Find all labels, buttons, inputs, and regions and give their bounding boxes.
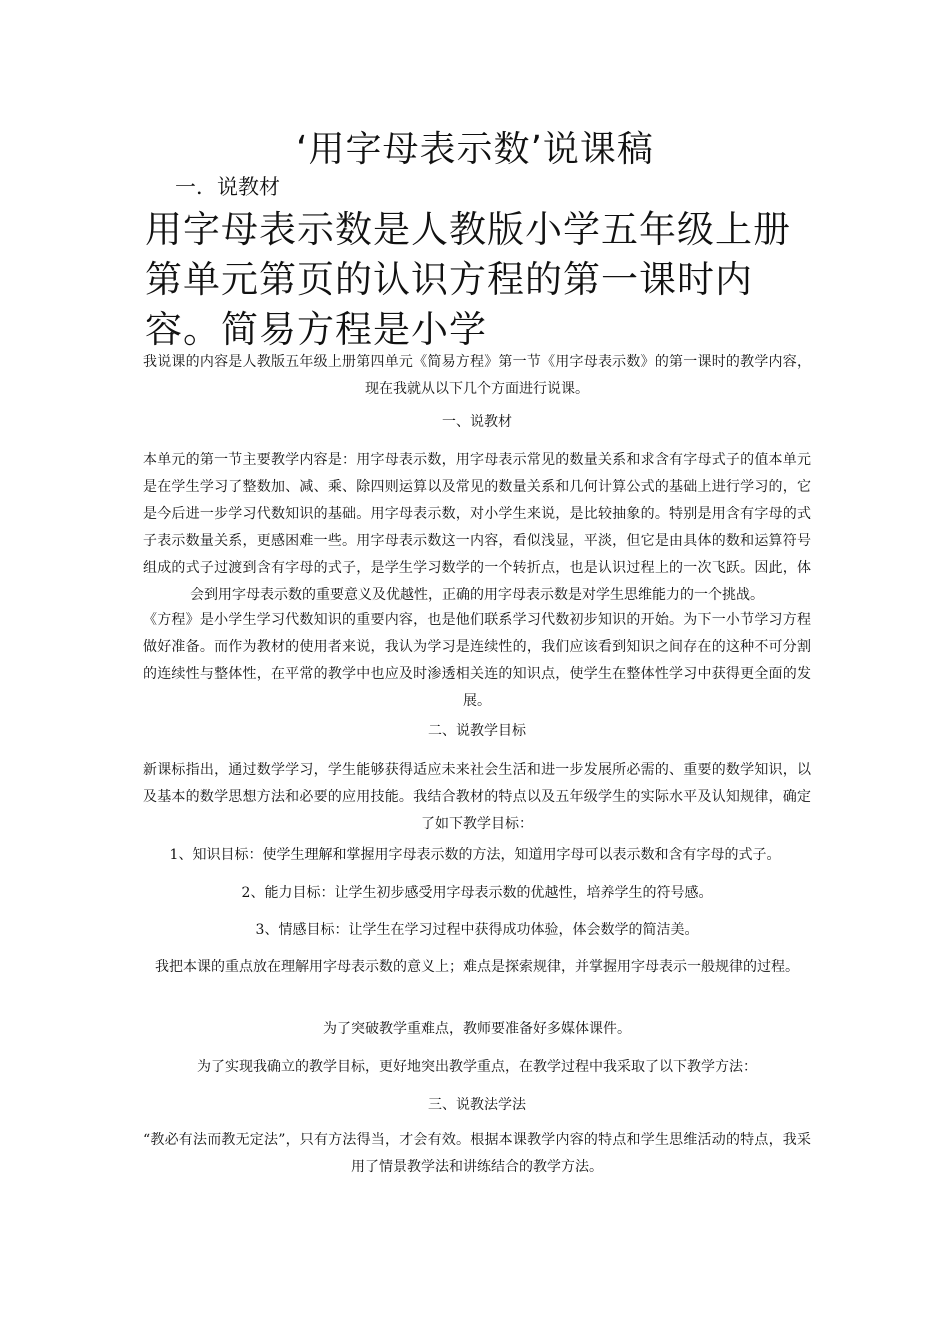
goal-emotion: 3、情感目标：让学生在学习过程中获得成功体验，体会数学的简洁美。	[255, 922, 699, 938]
goal-ability: 2、能力目标：让学生初步感受用字母表示数的优越性，培养学生的符号感。	[241, 885, 713, 901]
goal-knowledge: 1、知识目标：使学生理解和掌握用字母表示数的方法，知道用字母可以表示数和含有字母的式子。	[169, 847, 781, 863]
document-title: ‘用字母表示数’说课稿	[296, 129, 654, 170]
paragraph-curriculum: 新课标指出，通过数学学习，学生能够获得适应未来社会生活和进一步发展所必需的、重要的数学知识，以及基本的数学思想方法和必要的应用技能。我结合教材的特点以及五年级学生的实际水平及认知规律，确定了如下教学目标：	[143, 762, 811, 832]
paragraph-unit-content: 本单元的第一节主要教学内容是：用字母表示数，用字母表示常见的数量关系和求含有字母式子的值本单元是在学生学习了整数加、减、乘、除四则运算以及常见的数量关系和几何计算公式的基础上进行学习的，它是今后进一步学习代数知识的基础。用字母表示数，对小学生来说，是比较抽象的。特别是用含有字母的式子表示数量关系，更感困难一些。用字母表示数这一内容，看似浅显，平淡，但它是由具体的数和运算符号组成的式子过渡到含有字母的式子，是学生学习数学的一个转折点，也是认识过程上的一次飞跃。因此，体会到用字母表示数的重要意义及优越性，正确的用字母表示数是对学生思维能力的一个挑战。	[143, 452, 811, 603]
paragraph-key-points: 我把本课的重点放在理解用字母表示数的意义上；难点是探索规律，并掌握用字母表示一般规律的过程。	[155, 959, 799, 975]
paragraph-preparation: 为了突破教学重难点，教师要准备好多媒体课件。	[323, 1021, 631, 1037]
large-intro-text: 用字母表示数是人教版小学五年级上册第单元第页的认识方程的第一课时内容。简易方程是小学	[145, 208, 791, 351]
heading-methods: 三、说教法学法	[428, 1097, 526, 1113]
paragraph-methods-intro: 为了实现我确立的教学目标，更好地突出教学重点，在教学过程中我采取了以下教学方法：	[197, 1059, 757, 1075]
paragraph-methods: “教必有法而教无定法”，只有方法得当，才会有效。根据本课教学内容的特点和学生思维活动的特点，我采用了情景教学法和讲练结合的教学方法。	[143, 1132, 811, 1175]
section-heading-textbook: 一．说教材	[175, 175, 280, 199]
heading-textbook: 一、说教材	[442, 414, 512, 430]
intro-paragraph: 我说课的内容是人教版五年级上册第四单元《简易方程》第一节《用字母表示数》的第一课时的教学内容，现在我就从以下几个方面进行说课。	[143, 354, 811, 397]
paragraph-equation: 《方程》是小学生学习代数知识的重要内容，也是他们联系学习代数初步知识的开始。为下一小节学习方程做好准备。而作为教材的使用者来说，我认为学习是连续性的，我们应该看到知识之间存在的这种不可分割的连续性与整体性，在平常的教学中也应及时渗透相关连的知识点，使学生在整体性学习中获得更全面的发展。	[143, 612, 811, 709]
heading-teaching-goals: 二、说教学目标	[428, 723, 526, 739]
